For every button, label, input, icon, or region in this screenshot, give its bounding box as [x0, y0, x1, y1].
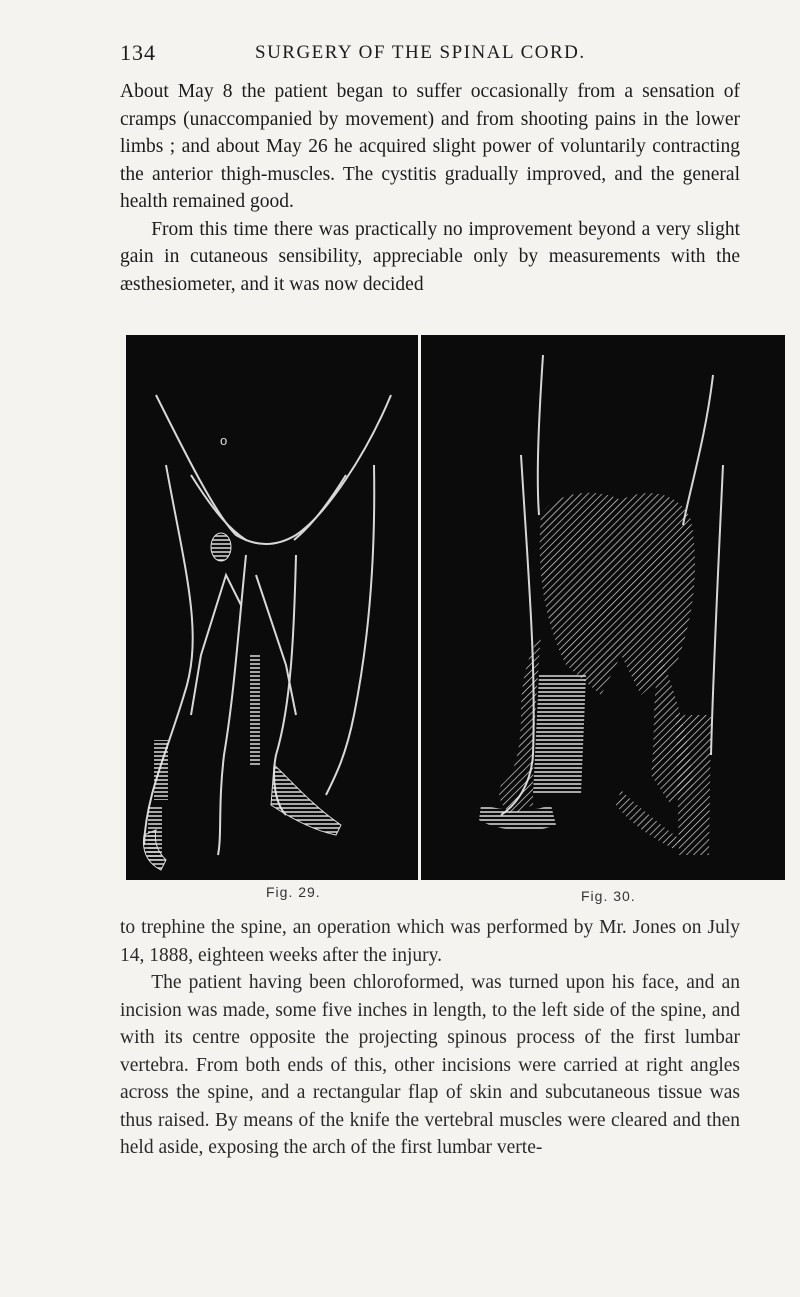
paragraph: About May 8 the patient began to suffer occasionally from a sensation of cramps (unaccompanied by movement) and from shooting pains in the lower limbs ; and about May 26 he acquired slight power of voluntarily contracting the anterior thigh-muscles. The cystitis gradually improved, and the general health remained good.	[120, 81, 740, 212]
body-text-bottom	[120, 914, 740, 1162]
page-number: 134	[120, 40, 156, 65]
body-text-top	[120, 78, 740, 298]
figure-30-back-view	[421, 335, 785, 880]
figure-29-illustration	[126, 335, 418, 880]
page-header	[120, 40, 740, 70]
paragraph: to trephine the spine, an operation which was performed by Mr. Jones on July 14, 1888, eighteen weeks after the injury.	[120, 917, 740, 966]
figure-29-front-view	[126, 335, 418, 880]
paragraph: The patient having been chloroformed, was turned upon his face, and an incision was made, some five inches in length, to the left side of the spine, and with its centre opposite the projecting spinous process of the first lumbar vertebra. From both ends of this, other incisions were carried at right angles across the spine, and a rectangular flap of skin and subcutaneous tissue was thus raised. By means of the knife the vertebral muscles were cleared and then held aside, exposing the arch of the first lumbar verte-	[120, 972, 740, 1158]
figure-30-illustration	[421, 335, 785, 880]
running-title: SURGERY OF THE SPINAL CORD.	[255, 42, 586, 63]
paragraph: From this time there was practically no improvement beyond a very slight gain in cutaneous sensibility, appreciable only by measurements with the æsthesiometer, and it was now decided	[120, 218, 740, 295]
figure-marker: o	[220, 433, 228, 448]
figure-29-caption: Fig. 29.	[266, 884, 321, 900]
figure-30-caption: Fig. 30.	[581, 888, 636, 904]
